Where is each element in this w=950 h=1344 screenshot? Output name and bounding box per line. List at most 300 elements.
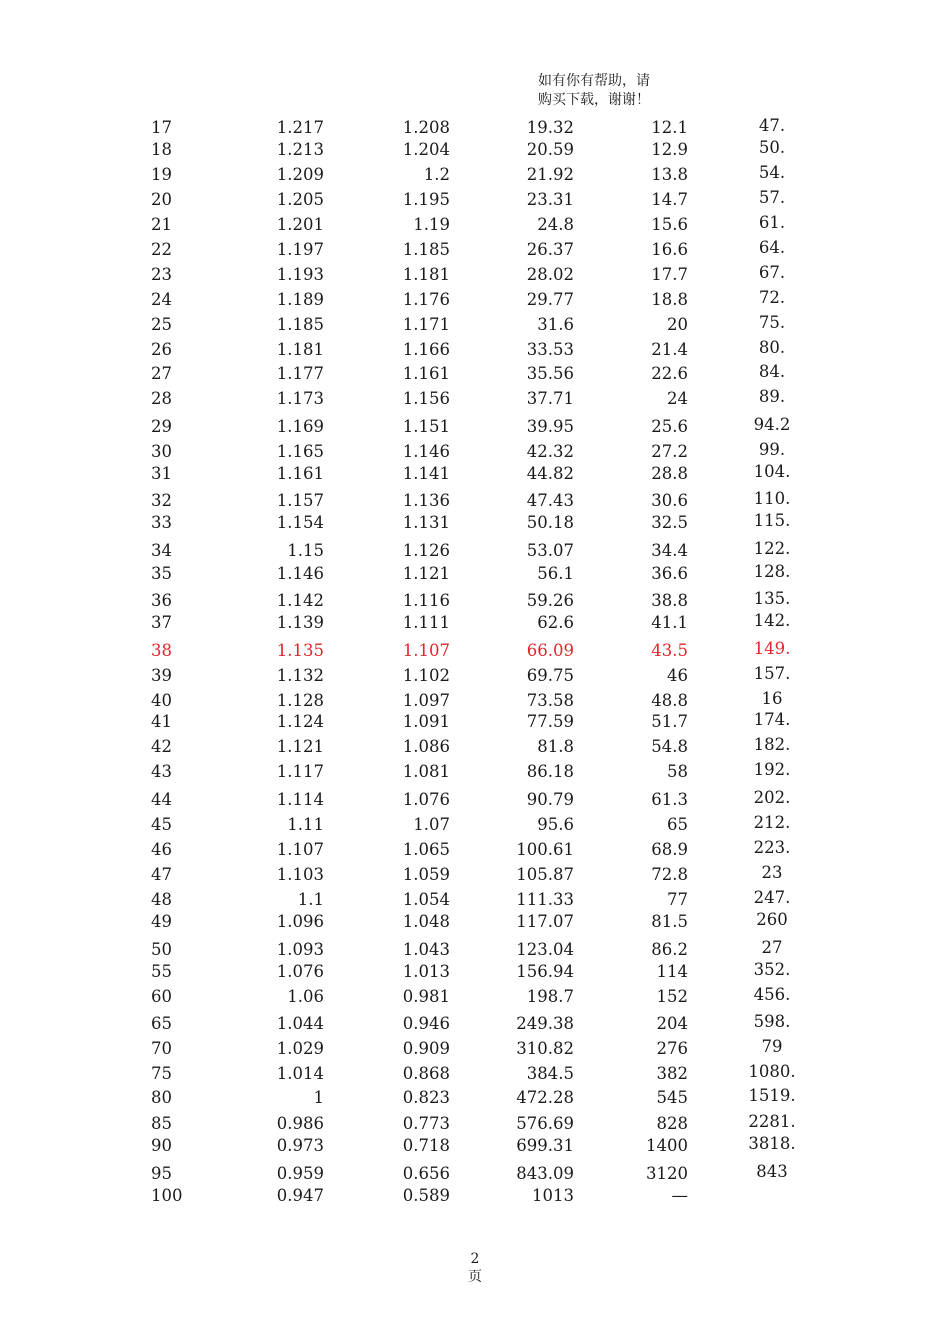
table-cell: — (671, 1186, 688, 1205)
table-cell: 86.2 (651, 940, 688, 959)
table-cell: 43.5 (651, 641, 688, 660)
table-cell: 382 (656, 1064, 688, 1083)
table-row (0, 986, 950, 1008)
table-cell: 37.71 (526, 389, 574, 408)
table-cell: 18 (151, 140, 172, 159)
table-cell: 1.213 (276, 140, 324, 159)
table-cell: 1.086 (402, 737, 450, 756)
table-cell: 35 (151, 564, 172, 583)
table-cell: 1.076 (402, 790, 450, 809)
table-cell: 43 (151, 762, 172, 781)
table-cell: 249.38 (516, 1014, 574, 1033)
table-cell: 1.201 (276, 215, 324, 234)
table-cell: 0.773 (402, 1114, 450, 1133)
table-cell: 3818. (748, 1134, 796, 1153)
table-cell: 30 (151, 442, 172, 461)
table-cell: 29.77 (526, 290, 574, 309)
table-cell: 1.205 (276, 190, 324, 209)
table-row (0, 961, 950, 983)
table-cell: 24 (151, 290, 172, 309)
table-cell: 1.181 (276, 340, 324, 359)
table-cell: 18.8 (651, 290, 688, 309)
table-cell: 16 (761, 689, 783, 708)
table-cell: 16.6 (651, 240, 688, 259)
table-cell: 1.169 (276, 417, 324, 436)
table-row (0, 911, 950, 933)
table-cell: 22.6 (651, 364, 688, 383)
table-cell: 95 (151, 1164, 172, 1183)
table-row (0, 814, 950, 836)
table-cell: 1.208 (402, 118, 450, 137)
table-row (0, 339, 950, 361)
table-cell: 50 (151, 940, 172, 959)
table-cell: 123.04 (516, 940, 574, 959)
table-cell: 1.029 (276, 1039, 324, 1058)
table-cell: 0.909 (402, 1039, 450, 1058)
table-cell: 29 (151, 417, 172, 436)
table-cell: 545 (656, 1088, 688, 1107)
table-cell: 1.19 (413, 215, 450, 234)
table-cell: 23 (151, 265, 172, 284)
table-cell: 1.124 (276, 712, 324, 731)
table-cell: 1013 (532, 1186, 574, 1205)
table-row (0, 189, 950, 211)
table-cell: 0.656 (402, 1164, 450, 1183)
table-cell: 51.7 (651, 712, 688, 731)
table-cell: 1.126 (402, 541, 450, 560)
table-cell: 1.121 (276, 737, 324, 756)
table-cell: 1.107 (402, 641, 450, 660)
table-cell: 27 (761, 938, 783, 957)
table-cell: 1.166 (402, 340, 450, 359)
table-cell: 58 (667, 762, 688, 781)
table-cell: 1.103 (276, 865, 324, 884)
table-cell: 1.043 (402, 940, 450, 959)
table-cell: 122. (753, 539, 791, 558)
table-cell: 39 (151, 666, 172, 685)
table-cell: 2281. (748, 1112, 796, 1131)
table-cell: 21.4 (651, 340, 688, 359)
table-cell: 1.193 (276, 265, 324, 284)
table-cell: 1.139 (276, 613, 324, 632)
table-cell: 828 (656, 1114, 688, 1133)
table-cell: 1.161 (402, 364, 450, 383)
table-cell: 21.92 (526, 165, 574, 184)
table-row (0, 1087, 950, 1109)
table-cell: 13.8 (651, 165, 688, 184)
table-row (0, 214, 950, 236)
table-cell: 28.02 (526, 265, 574, 284)
table-row (0, 939, 950, 961)
table-row (0, 363, 950, 385)
table-row (0, 490, 950, 512)
table-cell: 699.31 (516, 1136, 574, 1155)
table-cell: 0.868 (402, 1064, 450, 1083)
table-cell: 1.076 (276, 962, 324, 981)
table-cell: 25 (151, 315, 172, 334)
table-row (0, 1113, 950, 1135)
table-row (0, 164, 950, 186)
table-cell: 0.589 (402, 1186, 450, 1205)
table-cell: 42 (151, 737, 172, 756)
table-cell: 1.165 (276, 442, 324, 461)
table-cell: 456. (753, 985, 791, 1004)
table-cell: 1.217 (276, 118, 324, 137)
table-cell: 1.081 (402, 762, 450, 781)
table-row (0, 117, 950, 139)
table-cell: 90.79 (526, 790, 574, 809)
table-cell: 94.2 (753, 415, 791, 434)
table-cell: 61.3 (651, 790, 688, 809)
table-cell: 41.1 (651, 613, 688, 632)
table-row (0, 761, 950, 783)
table-row (0, 864, 950, 886)
table-cell: 81.5 (651, 912, 688, 931)
table-cell: 33.53 (526, 340, 574, 359)
table-cell: 204 (656, 1014, 688, 1033)
table-cell: 31.6 (537, 315, 574, 334)
table-cell: 1.146 (276, 564, 324, 583)
table-row (0, 839, 950, 861)
table-row (0, 264, 950, 286)
table-cell: 1.2 (423, 165, 450, 184)
table-cell: 27.2 (651, 442, 688, 461)
table-cell: 135. (753, 589, 791, 608)
table-cell: 26 (151, 340, 172, 359)
table-cell: 24 (667, 389, 688, 408)
table-cell: 17 (151, 118, 172, 137)
table-cell: 0.823 (402, 1088, 450, 1107)
table-cell: 156.94 (516, 962, 574, 981)
table-cell: 84. (758, 362, 786, 381)
table-cell: 198.7 (526, 987, 574, 1006)
table-cell: 26.37 (526, 240, 574, 259)
table-cell: 69.75 (526, 666, 574, 685)
table-row (0, 690, 950, 712)
table-cell: 1519. (748, 1086, 796, 1105)
table-cell: 21 (151, 215, 172, 234)
table-cell: 99. (758, 440, 786, 459)
table-cell: 75. (758, 313, 786, 332)
table-cell: 35.56 (526, 364, 574, 383)
table-cell: 38 (151, 641, 172, 660)
table-cell: 1.111 (402, 613, 450, 632)
table-cell: 28.8 (651, 464, 688, 483)
table-cell: 1.044 (276, 1014, 324, 1033)
table-cell: 115. (753, 511, 791, 530)
table-cell: 114 (656, 962, 688, 981)
table-cell: 47.43 (526, 491, 574, 510)
table-cell: 47 (151, 865, 172, 884)
table-cell: 60 (151, 987, 172, 1006)
table-cell: 105.87 (516, 865, 574, 884)
table-cell: 260 (756, 910, 788, 929)
table-cell: 57. (758, 188, 786, 207)
table-row (0, 1135, 950, 1157)
table-cell: 12.1 (651, 118, 688, 137)
table-row (0, 640, 950, 662)
table-cell: 1 (313, 1088, 324, 1107)
table-cell: 33 (151, 513, 172, 532)
table-cell: 49 (151, 912, 172, 931)
table-cell: 384.5 (526, 1064, 574, 1083)
table-cell: 182. (753, 735, 791, 754)
table-cell: 80. (758, 338, 786, 357)
table-cell: 95.6 (537, 815, 574, 834)
table-cell: 128. (753, 562, 791, 581)
table-cell: 1.114 (276, 790, 324, 809)
table-cell: 89. (758, 387, 786, 406)
table-cell: 1080. (748, 1062, 796, 1081)
table-cell: 66.09 (526, 641, 574, 660)
table-cell: 0.946 (402, 1014, 450, 1033)
note-line-1: 如有你有帮助，请 (538, 73, 650, 89)
table-cell: 202. (753, 788, 791, 807)
table-row (0, 314, 950, 336)
table-cell: 70 (151, 1039, 172, 1058)
table-cell: 79 (761, 1037, 783, 1056)
table-cell: 64. (758, 238, 786, 257)
table-cell: 36 (151, 591, 172, 610)
table-cell: 0.959 (276, 1164, 324, 1183)
table-cell: 1.11 (287, 815, 324, 834)
table-cell: 23 (761, 863, 783, 882)
table-row (0, 590, 950, 612)
table-cell: 39.95 (526, 417, 574, 436)
table-cell: 843 (756, 1162, 788, 1181)
table-cell: 77.59 (526, 712, 574, 731)
table-cell: 48 (151, 890, 172, 909)
table-row (0, 441, 950, 463)
table-cell: 12.9 (651, 140, 688, 159)
table-row (0, 711, 950, 733)
table-cell: 1.136 (402, 491, 450, 510)
table-cell: 14.7 (651, 190, 688, 209)
table-cell: 80 (151, 1088, 172, 1107)
table-cell: 27 (151, 364, 172, 383)
table-cell: 32 (151, 491, 172, 510)
table-cell: 68.9 (651, 840, 688, 859)
table-cell: 0.981 (402, 987, 450, 1006)
table-cell: 1.197 (276, 240, 324, 259)
table-row (0, 512, 950, 534)
table-cell: 1.157 (276, 491, 324, 510)
table-cell: 1.096 (276, 912, 324, 931)
note-line-2: 购买下载，谢谢！ (538, 92, 650, 108)
table-cell: 1.141 (402, 464, 450, 483)
table-cell: 1.146 (402, 442, 450, 461)
table-cell: 85 (151, 1114, 172, 1133)
table-cell: 24.8 (537, 215, 574, 234)
table-cell: 31 (151, 464, 172, 483)
table-cell: 73.58 (526, 691, 574, 710)
table-cell: 472.28 (516, 1088, 574, 1107)
table-cell: 22 (151, 240, 172, 259)
table-cell: 1.156 (402, 389, 450, 408)
table-cell: 77 (667, 890, 688, 909)
table-cell: 223. (753, 838, 791, 857)
table-cell: 72.8 (651, 865, 688, 884)
table-cell: 1.209 (276, 165, 324, 184)
table-cell: 352. (753, 960, 791, 979)
table-cell: 576.69 (516, 1114, 574, 1133)
table-row (0, 388, 950, 410)
table-cell: 30.6 (651, 491, 688, 510)
table-cell: 42.32 (526, 442, 574, 461)
table-cell: 1.07 (413, 815, 450, 834)
table-cell: 1.15 (287, 541, 324, 560)
table-cell: 20 (667, 315, 688, 334)
table-row (0, 1063, 950, 1085)
table-cell: 1.154 (276, 513, 324, 532)
page-number: 2 (470, 1251, 480, 1267)
table-row (0, 416, 950, 438)
table-row (0, 1038, 950, 1060)
table-cell: 3120 (646, 1164, 688, 1183)
table-cell: 1.121 (402, 564, 450, 583)
table-cell: 1.151 (402, 417, 450, 436)
table-cell: 20.59 (526, 140, 574, 159)
table-cell: 44 (151, 790, 172, 809)
table-cell: 1.013 (402, 962, 450, 981)
table-cell: 55 (151, 962, 172, 981)
table-cell: 15.6 (651, 215, 688, 234)
table-cell: 19.32 (526, 118, 574, 137)
table-cell: 44.82 (526, 464, 574, 483)
table-cell: 45 (151, 815, 172, 834)
table-row (0, 1163, 950, 1185)
table-cell: 75 (151, 1064, 172, 1083)
page-label: 页 (468, 1269, 482, 1285)
table-cell: 1.132 (276, 666, 324, 685)
table-cell: 1.204 (402, 140, 450, 159)
table-cell: 117.07 (516, 912, 574, 931)
table-cell: 1.177 (276, 364, 324, 383)
table-cell: 54.8 (651, 737, 688, 756)
table-cell: 174. (753, 710, 791, 729)
table-row (0, 563, 950, 585)
table-cell: 1.185 (402, 240, 450, 259)
table-cell: 67. (758, 263, 786, 282)
table-cell: 25.6 (651, 417, 688, 436)
table-cell: 1.091 (402, 712, 450, 731)
table-cell: 34 (151, 541, 172, 560)
table-cell: 1.176 (402, 290, 450, 309)
table-cell: 54. (758, 163, 786, 182)
table-row (0, 463, 950, 485)
table-cell: 192. (753, 760, 791, 779)
table-cell: 1.142 (276, 591, 324, 610)
table-cell: 62.6 (537, 613, 574, 632)
table-cell: 843.09 (516, 1164, 574, 1183)
table-cell: 56.1 (537, 564, 574, 583)
table-row (0, 239, 950, 261)
table-cell: 598. (753, 1012, 791, 1031)
table-cell: 65 (151, 1014, 172, 1033)
table-cell: 100 (151, 1186, 183, 1205)
table-row (0, 139, 950, 161)
table-cell: 47. (758, 116, 786, 135)
table-cell: 46 (151, 840, 172, 859)
table-cell: 1400 (646, 1136, 688, 1155)
table-cell: 1.161 (276, 464, 324, 483)
table-cell: 1.097 (402, 691, 450, 710)
table-cell: 65 (667, 815, 688, 834)
table-cell: 1.059 (402, 865, 450, 884)
table-cell: 1.195 (402, 190, 450, 209)
table-cell: 59.26 (526, 591, 574, 610)
table-row (0, 889, 950, 911)
table-cell: 28 (151, 389, 172, 408)
table-cell: 104. (753, 462, 791, 481)
table-cell: 111.33 (516, 890, 574, 909)
table-cell: 72. (758, 288, 786, 307)
table-cell: 1.093 (276, 940, 324, 959)
table-cell: 1.181 (402, 265, 450, 284)
table-cell: 20 (151, 190, 172, 209)
table-cell: 1.065 (402, 840, 450, 859)
table-cell: 0.718 (402, 1136, 450, 1155)
table-cell: 46 (667, 666, 688, 685)
table-cell: 0.947 (276, 1186, 324, 1205)
table-cell: 50. (758, 138, 786, 157)
table-cell: 1.116 (402, 591, 450, 610)
table-cell: 1.117 (276, 762, 324, 781)
table-cell: 1.107 (276, 840, 324, 859)
table-cell: 1.014 (276, 1064, 324, 1083)
table-cell: 40 (151, 691, 172, 710)
page-footer (0, 1250, 950, 1286)
table-cell: 152 (656, 987, 688, 1006)
table-row (0, 736, 950, 758)
table-cell: 34.4 (651, 541, 688, 560)
table-cell: 100.61 (516, 840, 574, 859)
table-cell: 17.7 (651, 265, 688, 284)
table-cell: 50.18 (526, 513, 574, 532)
table-cell: 1.131 (402, 513, 450, 532)
table-cell: 90 (151, 1136, 172, 1155)
table-cell: 1.189 (276, 290, 324, 309)
table-cell: 1.128 (276, 691, 324, 710)
table-cell: 41 (151, 712, 172, 731)
table-cell: 157. (753, 664, 791, 683)
table-cell: 32.5 (651, 513, 688, 532)
table-cell: 1.185 (276, 315, 324, 334)
table-row (0, 289, 950, 311)
table-cell: 247. (753, 888, 791, 907)
table-cell: 110. (753, 489, 791, 508)
table-row (0, 665, 950, 687)
table-cell: 61. (758, 213, 786, 232)
table-cell: 38.8 (651, 591, 688, 610)
table-cell: 48.8 (651, 691, 688, 710)
table-cell: 23.31 (526, 190, 574, 209)
table-cell: 37 (151, 613, 172, 632)
table-cell: 0.986 (276, 1114, 324, 1133)
table-cell: 1.048 (402, 912, 450, 931)
table-cell: 1.06 (287, 987, 324, 1006)
table-cell: 142. (753, 611, 791, 630)
table-cell: 276 (656, 1039, 688, 1058)
table-cell: 36.6 (651, 564, 688, 583)
table-row (0, 789, 950, 811)
table-cell: 1.173 (276, 389, 324, 408)
table-cell: 1.054 (402, 890, 450, 909)
table-cell: 53.07 (526, 541, 574, 560)
table-cell: 0.973 (276, 1136, 324, 1155)
table-cell: 86.18 (526, 762, 574, 781)
table-row (0, 1013, 950, 1035)
